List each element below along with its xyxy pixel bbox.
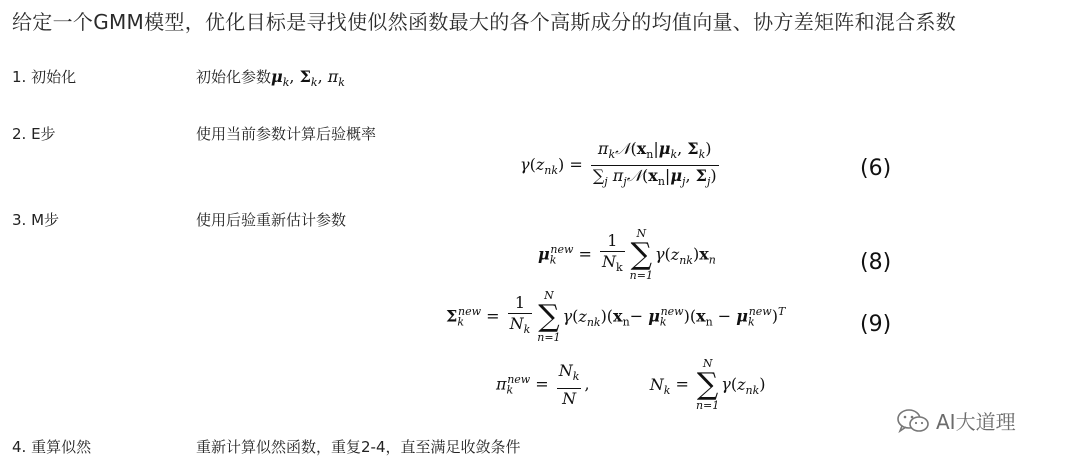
equation-6-posterior: $\gamma(z_{nk})$ = $\frac{\pi_k𝒩(x_n|\mu_k, \Sigma_k)}{\sum_j \pi_j𝒩(x_n|\mu_j, \Sigma_j)}$ (520, 139, 717, 189)
equation-number-6: (6) (860, 156, 892, 181)
watermark-text: AI大道理 (936, 410, 1016, 434)
step-1-label: 1. 初始化 (12, 68, 77, 86)
equation-9-covariance-update: $\Sigma_k^{new}$ = $\frac{1}{N_k}$ N ∑ n=1 $\gamma(z_{nk})(x_n- \mu_k^{new})(x_n - \mu_k^{new})^T$ (446, 289, 786, 344)
equation-number-8: (8) (860, 250, 892, 275)
step-1-text: 初始化参数 (196, 68, 272, 86)
init-params-formula: $\mu_k$, $\Sigma_k$, $\pi_k$ (271, 67, 345, 90)
equation-8-mean-update: $\mu_k^{new}$ = $\frac{1}{N_k}$ N ∑ n=1 $\gamma(z_{nk})x_n$ (538, 227, 716, 282)
step-4-label: 4. 重算似然 (12, 438, 92, 456)
step-3-label: 3. M步 (12, 211, 60, 229)
step-4-description: 重新计算似然函数，重复2-4，直至满足收敛条件 (196, 438, 521, 456)
watermark (896, 406, 1016, 435)
page-title: 给定一个GMM模型，优化目标是寻找使似然函数最大的各个高斯成分的均值向量、协方差矩阵和混合系数 (12, 10, 957, 34)
step-3-description: 使用后验重新估计参数 (196, 211, 347, 229)
step-1-description (196, 66, 345, 89)
equation-mixing-coefficient: $\pi_k^{new}$ = $\frac{N_k}{N}$ , $N_k$ = N ∑ n=1 $\gamma(z_{nk})$ (496, 357, 766, 412)
step-2-description: 使用当前参数计算后验概率 (196, 125, 377, 143)
equation-number-9: (9) (860, 312, 892, 337)
step-2-label: 2. E步 (12, 125, 56, 143)
wechat-icon (896, 408, 930, 434)
